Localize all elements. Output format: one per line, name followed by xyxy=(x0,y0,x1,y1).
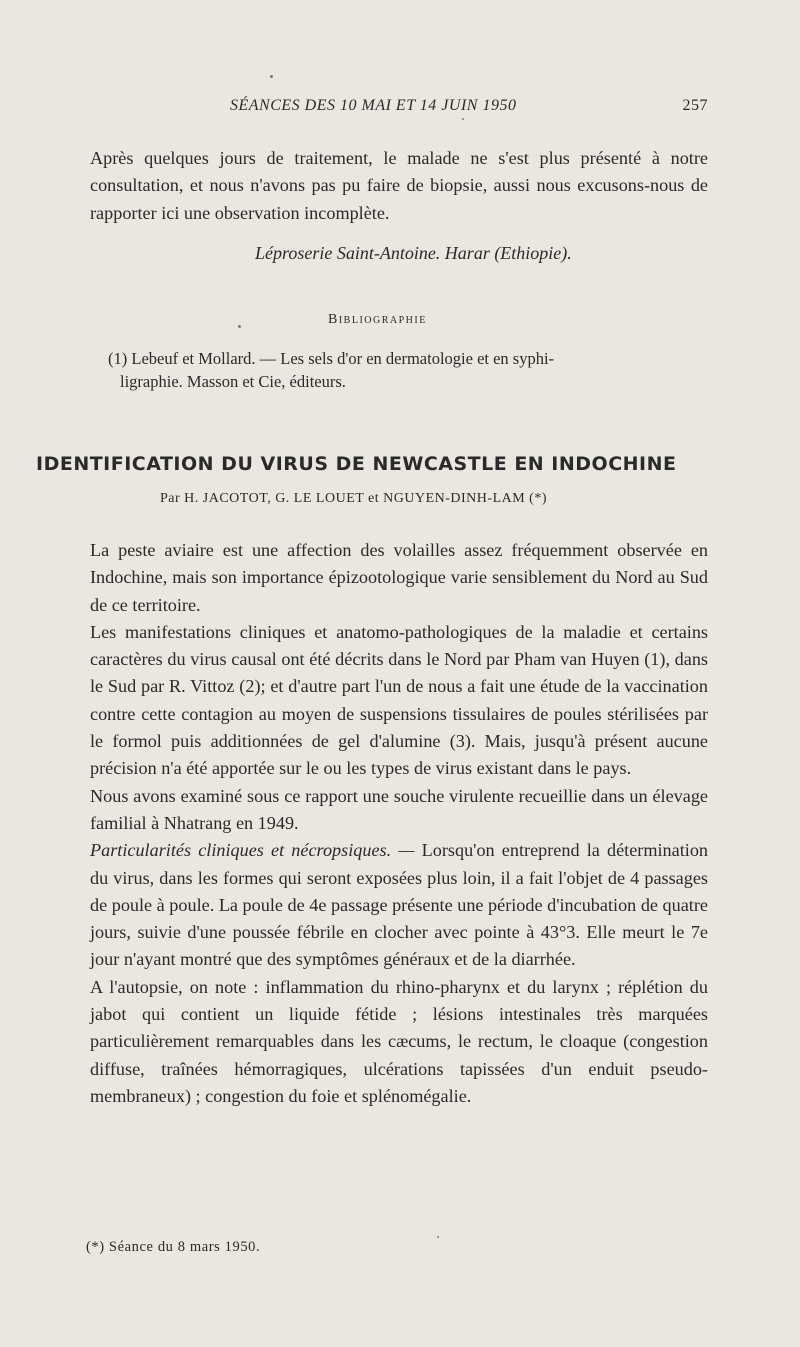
footnote: (*) Séance du 8 mars 1950. xyxy=(86,1239,261,1255)
previous-article-paragraph xyxy=(90,145,708,227)
section-subheading: Particularités cliniques et nécropsiques. — xyxy=(90,840,415,861)
running-head-title: SÉANCES DES 10 MAI ET 14 JUIN 1950 xyxy=(230,97,517,114)
bibliography-heading: Bibliographie xyxy=(328,312,427,327)
body-paragraph-1: La peste aviaire est une affection des volailles assez fréquemment observée en Indochine, mais son importance épizootologique varie sensiblement du Nord au Sud de ce territoire. xyxy=(90,540,708,615)
article-body xyxy=(90,537,708,1110)
paper-speck xyxy=(238,325,241,328)
body-paragraph-5: A l'autopsie, on note : inflammation du rhino-pharynx et du larynx ; réplétion du jabot qui contient un liquide fétide ; lésions intestinales très marquées particulièrement remarquables dans les cæcums, le rectum, le cloaque (congestion diffuse, traînées hémorragiques, ulcérations tapissées d'un enduit pseudo-membraneux) ; congestion du foie et splénomégalie. xyxy=(90,976,708,1106)
paper-speck xyxy=(270,75,273,78)
body-paragraph-4 xyxy=(90,837,708,973)
bibliography-entry-line-1: (1) Lebeuf et Mollard. — Les sels d'or en dermatologie et en syphi- xyxy=(108,349,555,368)
body-paragraph-4-text: Lorsqu'on entreprend la détermination du virus, dans les formes qui seront exposées plus loin, il a fait l'objet de 4 passages de poule à poule. La poule de 4e passage présente une période d'incubation de quatre jours, suivie d'une poussée fébrile en clocher avec pointe à 43°3. Elle meurt le 7e jour n'ayant montré que des symptômes généraux et de la diarrhée. xyxy=(90,840,709,970)
article-authors: Par H. JACOTOT, G. LE LOUET et NGUYEN-DINH-LAM (*) xyxy=(160,491,547,506)
body-paragraph-2: Les manifestations cliniques et anatomo-pathologiques de la maladie et certains caractères du virus causal ont été décrits dans le Nord par Pham van Huyen (1), dans le Sud par R. Vittoz (2); et d'autre part l'un de nous a fait une étude de la vaccination contre cette contagion au moyen de suspensions tissulaires de poules stérilisées par le formol puis additionnées de gel d'alumine (3). Mais, jusqu'à présent aucune précision n'a été apportée sur le ou les types de virus existant dans le pays. xyxy=(90,621,708,779)
signature-line: Léproserie Saint-Antoine. Harar (Ethiopie). xyxy=(255,243,572,263)
page-number: 257 xyxy=(682,97,708,114)
article-title: IDENTIFICATION DU VIRUS DE NEWCASTLE EN INDOCHINE xyxy=(36,453,677,475)
paper-speck xyxy=(462,118,464,120)
bibliography-entry-line-2: ligraphie. Masson et Cie, éditeurs. xyxy=(120,372,346,391)
body-paragraph-3: Nous avons examiné sous ce rapport une souche virulente recueillie dans un élevage familial à Nhatrang en 1949. xyxy=(90,785,708,833)
bibliography-entry xyxy=(108,347,708,393)
paper-speck xyxy=(437,1236,439,1238)
previous-article-text: Après quelques jours de traitement, le malade ne s'est plus présenté à notre consultation, et nous n'avons pas pu faire de biopsie, aussi nous excusons-nous de rapporter ici une observation incomplète. xyxy=(90,148,708,223)
